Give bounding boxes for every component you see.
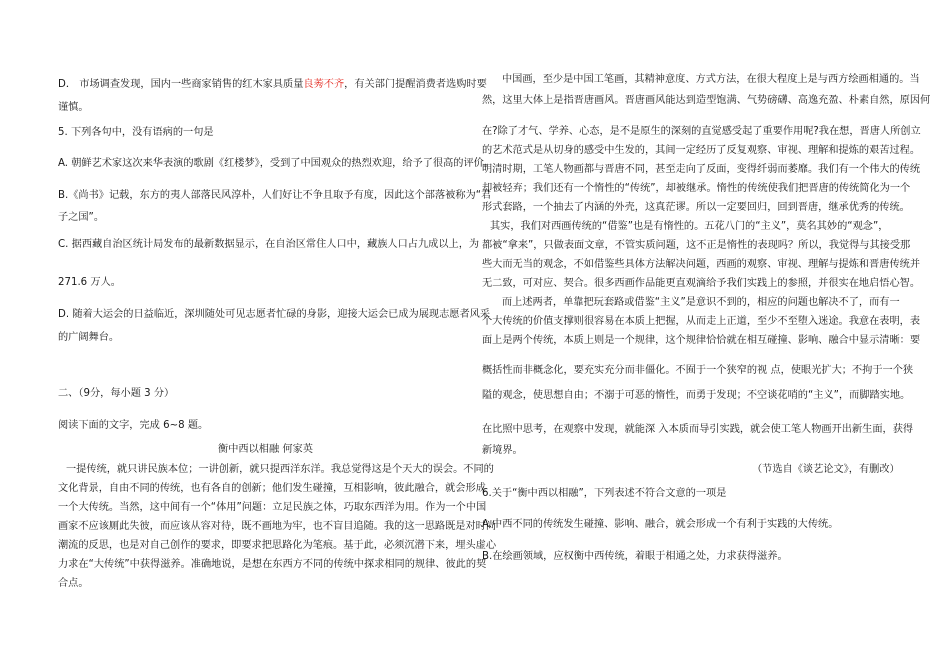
section-2-heading: 二、（9分，每小题 3 分） <box>58 388 175 399</box>
article-paragraph-line: 一提传统，就只讲民族本位；一讲创新，就只提西洋东洋。我总觉得这是个天大的误会。不同的 <box>66 464 494 475</box>
question-5-option-c-line2: 271.6 万人。 <box>58 277 121 288</box>
reading-instruction: 阅读下面的文字，完成 6~8 题。 <box>58 420 209 431</box>
article-paragraph-line: 明清时期，工笔人物画都与晋唐不同，甚至走向了反面，变得纤弱而萎靡。我们有一个伟大的传统 <box>482 164 921 175</box>
article-paragraph-line: 概括性而非概念化，要充实充分而非僵化。不囿于一个狭窄的视 点，使眼光扩大；不拘于一个狭 <box>482 365 914 376</box>
option-d-line2: 谨慎。 <box>58 102 89 113</box>
question-5-option-a: A. 朝鲜艺术家这次来华表演的歌剧《红楼梦》，受到了中国观众的热烈欢迎，给予了很高的评价。 <box>58 158 495 169</box>
article-paragraph-line: 些大而无当的观念，不如借鉴些具体方法解决问题，西画的观察、审视、理解与提炼和晋唐传统并 <box>482 259 921 270</box>
article-paragraph-line: 在?除了才气、学养、心态，是不是原生的深刻的直觉感受起了重要作用呢?我在想，晋唐人所创立 <box>482 126 921 137</box>
question-5-option-b-line1: B.《尚书》记载，东方的夷人部落民风淳朴，人们好让不争且取予有度，因此这个部落被称为“君 <box>58 190 492 201</box>
article-paragraph-line: 合点。 <box>58 578 89 589</box>
article-paragraph-line: 面上是两个传统，本质上则是一个规律，这个规律恰恰就在相互碰撞、影响、融合中显示清晰：要 <box>482 335 921 346</box>
article-paragraph-line: 其实，我们对西画传统的“借鉴”也是有惰性的。五花八门的“主义”，莫名其妙的“观念”， <box>490 221 889 232</box>
question-5-option-d-line2: 的广阔舞台。 <box>58 332 120 343</box>
question-6-option-a: A.中西不同的传统发生碰撞、影响、融合，就会形成一个有利于实践的大传统。 <box>482 519 839 530</box>
article-paragraph-line: 文化背景，自由不同的传统，也有各自的创新；他们发生碰撞，互相影响，彼此融合，就会形成 <box>58 483 486 494</box>
article-paragraph-line: 潮流的反思，也是对自己创作的要求，即要求把思路化为笔痕。基于此，必须沉潜下来，埋头虚心 <box>58 540 497 551</box>
article-paragraph-line: 中国画，至少是中国工笔画，其精神意度、方式方法，在很大程度上是与西方绘画相通的。当 <box>502 74 920 85</box>
article-title: 衡中西以相融 何家英 <box>218 444 313 455</box>
article-paragraph-line: 在比照中思考，在观察中发现，就能深 入本质而导引实践，就会使工笔人物画开出新生面，获得 <box>482 424 914 435</box>
question-6-option-b: B.在绘画领域，应权衡中西传统，着眼于相通之处，力求获得滋养。 <box>482 551 788 562</box>
question-6-stem: 6.关于“衡中西以相融”，下列表述不符合文意的一项是 <box>482 488 727 499</box>
question-5-option-b-line2: 子之国”。 <box>58 212 105 223</box>
article-paragraph-line: 新境界。 <box>482 445 523 456</box>
highlighted-idiom: 良莠不齐 <box>303 79 345 90</box>
question-5-option-c-line1: C. 据西藏自治区统计局发布的最新数据显示，在自治区常住人口中，藏族人口占九成以上，为 <box>58 239 480 250</box>
article-paragraph-line: 个大传统的价值支撑则很容易在本质上把握，从而走上正道，至少不至堕入迷途。我意在表明，表 <box>482 316 921 327</box>
article-paragraph-line: 而上述两者，单靠把玩套路或借鉴“主义”是意识不到的，相应的问题也解决不了，而有一 <box>502 297 900 308</box>
article-paragraph-line: 然，这里大体上是指晋唐画风。晋唐画风能达到造型饱满、气势磅礴、高逸充盈、朴素自然，原因何 <box>482 95 931 106</box>
article-paragraph-line: 隘的观念，使思想自由；不溺于可恶的惰性，而勇于发现；不空谈花哨的“主义”，而脚踏实地。 <box>482 390 911 401</box>
article-paragraph-line: 都被“拿来”，只做表面文章，不管实质问题，这不正是惰性的表现吗？所以，我觉得与其接受那 <box>482 240 911 251</box>
question-5-stem: 5. 下列各句中，没有语病的一句是 <box>58 127 214 138</box>
question-5-option-d-line1: D. 随着大运会的日益临近，深圳随处可见志愿者忙碌的身影，迎接大运会已成为展现志愿者风采 <box>58 309 491 320</box>
article-paragraph-line: 一个大传统。当然，这中间有一个“体用”问题：立足民族之体，巧取东西洋为用。作为一个中国 <box>58 502 487 513</box>
article-paragraph-line: 形式套路，一个抽去了内涵的外壳，这真茫谬。所以一定要回归，回到晋唐，继承优秀的传统。 <box>482 202 910 213</box>
article-paragraph-line: 却被轻弃；我们还有一个惰性的“传统”，却被继承。惰性的传统使我们把晋唐的传统简化为一个 <box>482 183 911 194</box>
article-paragraph-line: 画家不应该厕此失彼，而应该从容对待，既不画地为牢，也不盲目追随。我的这一思路既是对时尚 <box>58 521 497 532</box>
source-note: （节选自《谈艺论文》，有删改） <box>752 464 900 475</box>
article-paragraph-line: 无二致，可对应、契合。很多西画作品能更直观滴给予我们实践上的参照，并很实在地启悟心智。 <box>482 278 921 289</box>
article-paragraph-line: 力求在“大传统”中获得滋养。准确地说，是想在东西方不同的传统中探求相同的规律、彼此的契 <box>58 559 487 570</box>
option-d-line1: D． 市场调查发现，国内一些商家销售的红木家具质量良莠不齐，有关部门提醒消费者选购时要 <box>58 79 487 90</box>
article-paragraph-line: 的艺术范式是从切身的感受中生发的，其间一定经历了反复观察、审视、理解和提炼的艰苦过程。 <box>482 145 921 156</box>
